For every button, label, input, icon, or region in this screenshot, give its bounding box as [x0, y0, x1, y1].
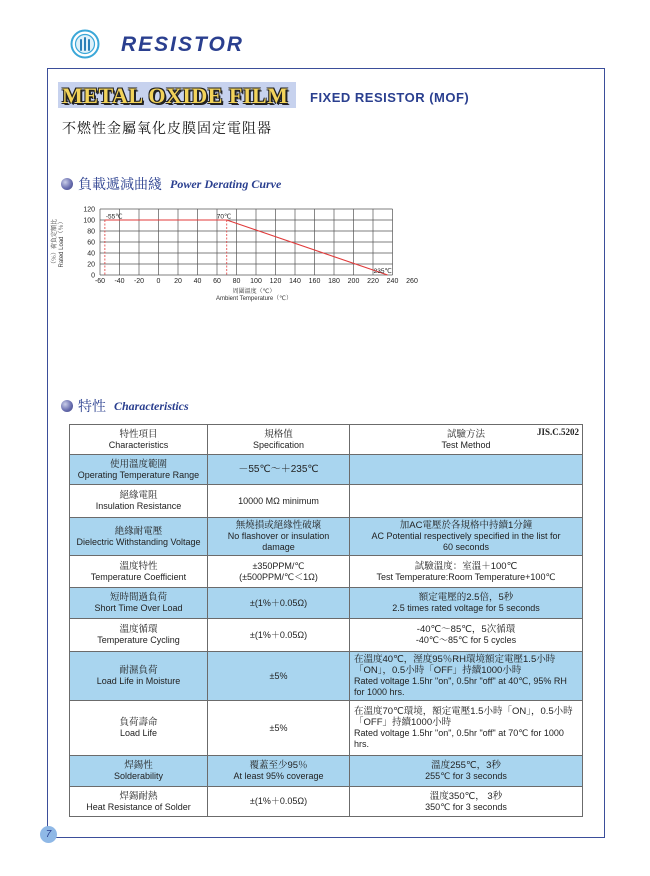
- characteristic-cell: 溫度循環 Temperature Cycling: [70, 619, 208, 652]
- characteristic-cell: 短時間過負荷 Short Time Over Load: [70, 588, 208, 619]
- chart-x-tick-label: 260: [406, 278, 418, 285]
- derating-title-en: Power Derating Curve: [170, 176, 282, 191]
- characteristics-title-en: Characteristics: [114, 398, 189, 413]
- characteristic-cell: 絶緣耐電壓 Dielectric Withstanding Voltage: [70, 518, 208, 556]
- page-header-title: RESISTOR: [121, 33, 244, 56]
- chart-series-line: [105, 220, 388, 275]
- table-row: [70, 588, 583, 619]
- characteristics-title-cn: 特性: [78, 398, 106, 414]
- header-cell: 規格值 Specification: [208, 425, 350, 455]
- chart-x-tick-label: 220: [367, 278, 379, 285]
- table-row: [70, 787, 583, 817]
- table-row: [70, 485, 583, 518]
- bullet-icon: [61, 400, 73, 412]
- chart-x-tick-label: 80: [232, 278, 241, 285]
- chart-x-tick-label: 160: [308, 278, 321, 285]
- characteristic-cell: 溫度特性 Temperature Coefficient: [70, 556, 208, 588]
- chart-x-tick-label: 40: [193, 278, 202, 285]
- page-number: 7: [40, 826, 57, 843]
- characteristic-cell: 耐濕負荷 Load Life in Moisture: [70, 652, 208, 701]
- chart-x-tick-label: 20: [174, 278, 182, 285]
- table-row: [70, 556, 583, 588]
- chart-y-tick-label: 100: [83, 217, 95, 225]
- chart-x-tick-label: -40: [114, 278, 125, 285]
- method-cell: 試驗溫度：室溫＋100℃ Test Temperature:Room Temperature+100℃: [350, 556, 583, 588]
- chart-xlabel-cn: 周圍溫度（℃）: [232, 289, 276, 295]
- method-cell: -40℃～85℃，5次循環 -40℃～85℃ for 5 cycles: [350, 619, 583, 652]
- table-row: [70, 652, 583, 701]
- chart-x-tick-label: 200: [347, 278, 360, 285]
- chart-x-tick-label: 60: [213, 278, 221, 285]
- chart-y-tick-label: 60: [87, 239, 95, 247]
- company-logo-icon: [70, 29, 100, 59]
- spec-cell: ±5%: [208, 701, 350, 756]
- chart-annotation: -55℃: [105, 213, 123, 221]
- header-cell: 特性項目 Characteristics: [70, 425, 208, 455]
- method-cell: 加AC電壓於各規格中持續1分鐘 AC Potential respectively specified in the list for 60 seconds: [350, 518, 583, 556]
- method-cell: 在溫度70℃環境，額定電壓1.5小時「ON」，0.5小時「OFF」持續1000小時 Rated voltage 1.5hr "on", 0.5hr "off" at 70℃ for 1000 hrs.: [350, 701, 583, 756]
- method-cell: 溫度350℃， 3秒 350℃ for 3 seconds: [350, 787, 583, 817]
- spec-cell: －55℃～＋235℃: [208, 455, 350, 485]
- jis-standard-label: JIS.C.5202: [536, 427, 579, 437]
- chart-x-tick-label: 140: [289, 278, 301, 285]
- table-header-row: [70, 425, 583, 455]
- chart-x-tick-label: -60: [94, 278, 106, 285]
- table-row: [70, 455, 583, 485]
- chart-y-tick-label: 80: [87, 228, 95, 236]
- characteristic-cell: 焊錫性 Solderability: [70, 756, 208, 787]
- chart-ylabel-cn: （％）荷負定額比: [52, 218, 58, 268]
- characteristic-cell: 焊錫耐熱 Heat Resistance of Solder: [70, 787, 208, 817]
- spec-cell: 10000 MΩ minimum: [208, 485, 350, 518]
- chart-x-tick-label: 0: [156, 278, 161, 285]
- characteristics-section-heading: [61, 396, 189, 416]
- spec-cell: ±(1%＋0.05Ω): [208, 619, 350, 652]
- table-row: [70, 701, 583, 756]
- method-cell: [350, 455, 583, 485]
- method-cell: 額定電壓的2.5倍，5秒 2.5 times rated voltage for 5 seconds: [350, 588, 583, 619]
- header-cell: JIS.C.5202 試驗方法 Test Method: [350, 425, 583, 455]
- chart-x-tick-label: 240: [386, 278, 399, 285]
- bullet-icon: [61, 178, 73, 190]
- product-subtitle: FIXED RESISTOR (MOF): [310, 90, 470, 105]
- table-row: [70, 518, 583, 556]
- characteristics-table: [69, 424, 583, 817]
- method-cell: 在溫度40℃，溼度95％RH環境額定電壓1.5小時「ON」，0.5小時「OFF」持續1000小時 Rated voltage 1.5hr "on", 0.5hr "off" at 40℃, 95% RH for 1000 hrs.: [350, 652, 583, 701]
- chart-xlabel: Ambient Temperature（℃）: [216, 296, 292, 302]
- chart-y-tick-label: 0: [91, 272, 95, 280]
- derating-title-cn: 負載遞減曲綫: [78, 176, 162, 192]
- spec-cell: ±350PPM/℃ (±500PPM/℃＜1Ω): [208, 556, 350, 588]
- table-row: [70, 619, 583, 652]
- chart-y-tick-label: 20: [87, 261, 95, 269]
- table-row: [70, 756, 583, 787]
- chart-annotation: 235℃: [373, 268, 392, 275]
- spec-cell: ±(1%＋0.05Ω): [208, 787, 350, 817]
- chart-x-tick-label: 180: [328, 278, 340, 285]
- chart-x-tick-label: -20: [133, 278, 145, 285]
- method-cell: [350, 485, 583, 518]
- chart-annotation: 70℃: [216, 213, 232, 221]
- characteristic-cell: 絕緣電阻 Insulation Resistance: [70, 485, 208, 518]
- spec-cell: 無燒損或絕緣性破壞 No flashover or insulation damage: [208, 518, 350, 556]
- spec-cell: 覆蓋至少95％ At least 95% coverage: [208, 756, 350, 787]
- chart-y-tick-label: 120: [83, 206, 95, 214]
- method-cell: 溫度255℃，3秒 255℃ for 3 seconds: [350, 756, 583, 787]
- spec-cell: ±(1%＋0.05Ω): [208, 588, 350, 619]
- product-name: METAL OXIDE FILM: [62, 83, 289, 108]
- chart-y-tick-label: 40: [87, 250, 95, 258]
- chart-x-tick-label: 100: [250, 278, 262, 285]
- chart-ylabel: Rated Load（％）: [59, 218, 65, 268]
- power-derating-chart: [40, 198, 440, 308]
- chart-x-tick-label: 120: [269, 278, 282, 285]
- derating-section-heading: [61, 174, 281, 194]
- characteristic-cell: 使用溫度範圍 Operating Temperature Range: [70, 455, 208, 485]
- spec-cell: ±5%: [208, 652, 350, 701]
- product-chinese-title: 不燃性金屬氧化皮膜固定電阻器: [62, 120, 272, 136]
- characteristic-cell: 負荷壽命 Load Life: [70, 701, 208, 756]
